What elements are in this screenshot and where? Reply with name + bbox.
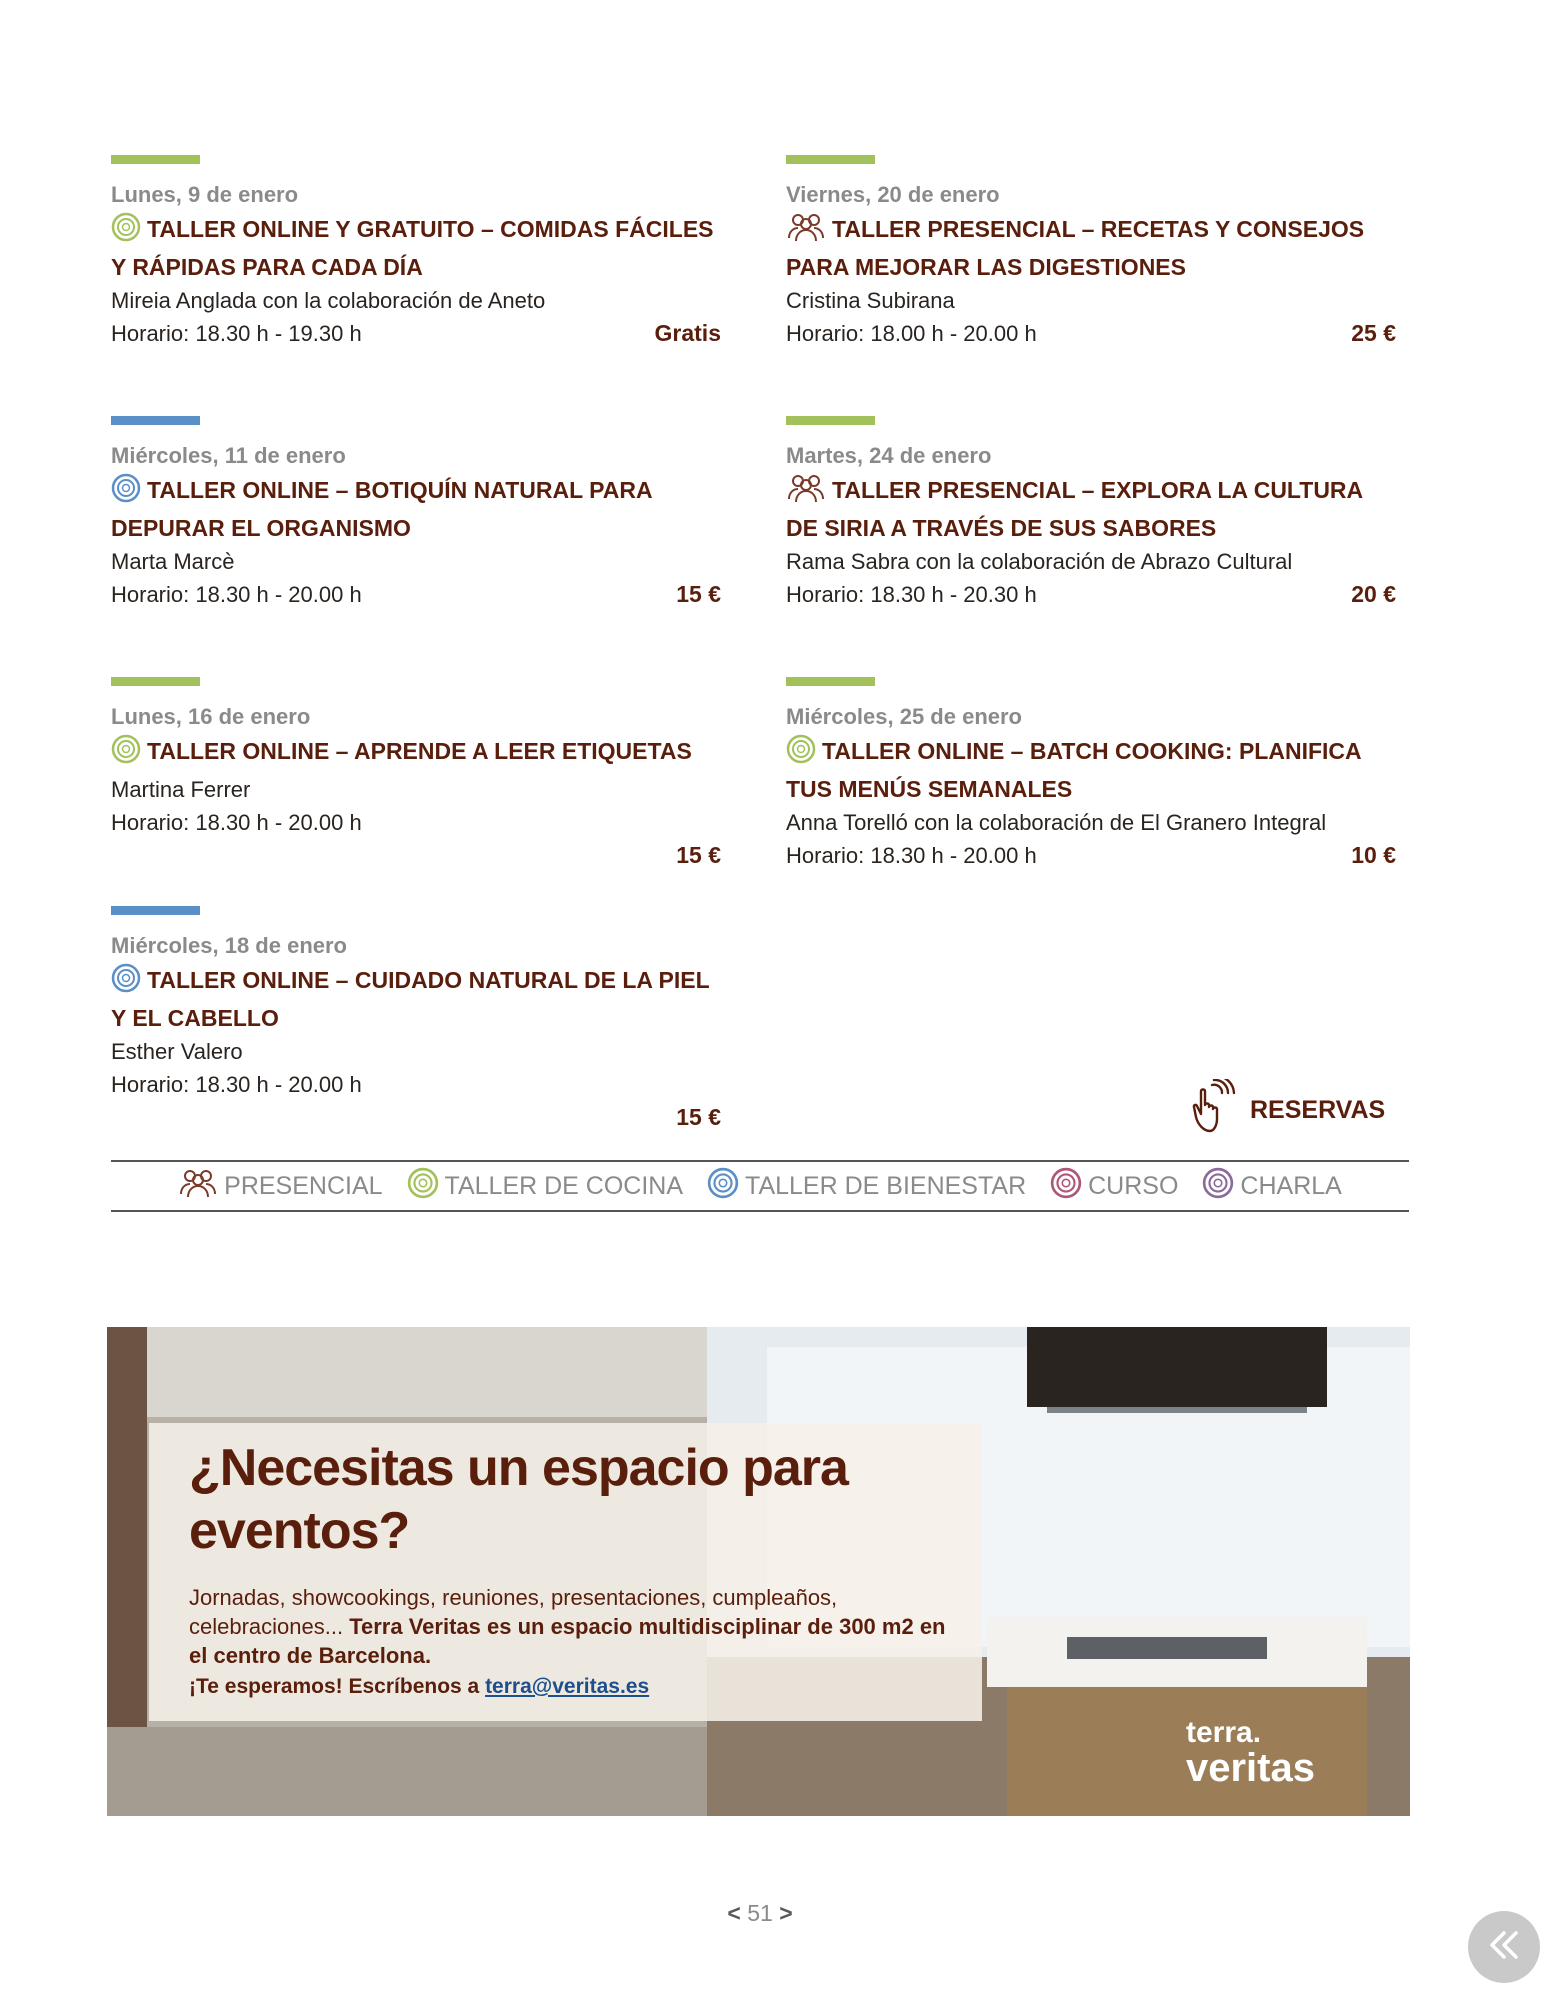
double-chevron-left-icon bbox=[1484, 1925, 1524, 1970]
event-schedule-row bbox=[786, 839, 1396, 872]
legend-label: CHARLA bbox=[1240, 1171, 1342, 1200]
event-date: Lunes, 9 de enero bbox=[111, 182, 299, 207]
banner-body-highlight: Terra Veritas es un espacio multidisciplinar de 300 m2 en el centro de Barcelona. bbox=[189, 1614, 946, 1668]
event-title-row bbox=[111, 473, 721, 545]
event-item bbox=[111, 416, 721, 611]
legend-item-curso bbox=[1050, 1167, 1178, 1206]
event-title-row bbox=[786, 212, 1396, 284]
event-host: Anna Torelló con la colaboración de El Granero Integral bbox=[786, 810, 1327, 835]
event-schedule: Horario: 18.30 h - 20.00 h bbox=[111, 1072, 362, 1097]
event-date: Miércoles, 25 de enero bbox=[786, 704, 1022, 729]
event-title: TALLER ONLINE – CUIDADO NATURAL DE LA PIEL Y EL CABELLO bbox=[111, 967, 710, 1031]
prev-page-link[interactable]: < bbox=[727, 1900, 741, 1926]
legend-label: TALLER DE COCINA bbox=[444, 1171, 684, 1200]
logo-line: terra. bbox=[1186, 1716, 1262, 1749]
banner-body bbox=[189, 1583, 949, 1670]
event-item bbox=[111, 155, 721, 350]
course-icon bbox=[1050, 1167, 1082, 1206]
cooking-icon bbox=[111, 734, 141, 773]
wellness-icon bbox=[111, 473, 141, 512]
event-title: TALLER ONLINE – BATCH COOKING: PLANIFICA TUS MENÚS SEMANALES bbox=[786, 738, 1361, 802]
event-schedule: Horario: 18.30 h - 19.30 h bbox=[111, 321, 362, 346]
next-page-link[interactable]: > bbox=[779, 1900, 793, 1926]
cooking-icon bbox=[111, 212, 141, 251]
page-number-value: 51 bbox=[747, 1900, 773, 1926]
event-schedule-row bbox=[786, 578, 1396, 611]
event-schedule: Horario: 18.30 h - 20.00 h bbox=[786, 843, 1037, 868]
presencial-icon bbox=[786, 473, 826, 512]
event-price: 15 € bbox=[676, 842, 721, 868]
event-schedule: Horario: 18.30 h - 20.30 h bbox=[786, 582, 1037, 607]
event-price: Gratis bbox=[654, 320, 721, 346]
legend-item-charla bbox=[1202, 1167, 1341, 1206]
event-title-row bbox=[786, 734, 1396, 806]
event-item bbox=[111, 677, 721, 872]
banner-body-text: Jornadas, showcookings, reuniones, presentaciones, cumpleaños, celebraciones... bbox=[189, 1585, 838, 1639]
event-schedule-row bbox=[111, 1068, 721, 1101]
event-price: 25 € bbox=[1351, 320, 1396, 346]
event-date: Martes, 24 de enero bbox=[786, 443, 992, 468]
event-title-row bbox=[111, 734, 721, 773]
event-host: Esther Valero bbox=[111, 1039, 243, 1064]
event-schedule-row bbox=[111, 806, 721, 839]
event-item bbox=[786, 677, 1396, 872]
banner-text-panel bbox=[149, 1423, 982, 1721]
event-item bbox=[786, 416, 1396, 611]
talk-icon bbox=[1202, 1167, 1234, 1206]
reservas-label: RESERVAS bbox=[1250, 1095, 1386, 1124]
category-bar bbox=[786, 416, 875, 425]
logo-line: veritas bbox=[1186, 1746, 1315, 1790]
event-title: TALLER PRESENCIAL – EXPLORA LA CULTURA DE SIRIA A TRAVÉS DE SUS SABORES bbox=[786, 477, 1363, 541]
category-bar bbox=[111, 155, 200, 164]
event-host: Cristina Subirana bbox=[786, 288, 955, 313]
event-item bbox=[111, 906, 721, 1134]
terra-veritas-logo bbox=[1186, 1718, 1386, 1788]
wellness-icon bbox=[707, 1167, 739, 1206]
reservas-button[interactable] bbox=[1190, 1080, 1385, 1140]
legend-label: TALLER DE BIENESTAR bbox=[745, 1171, 1027, 1200]
category-bar bbox=[111, 416, 200, 425]
legend-item-presencial bbox=[178, 1168, 382, 1205]
event-title-row bbox=[111, 963, 721, 1035]
event-title: TALLER ONLINE Y GRATUITO – COMIDAS FÁCILES Y RÁPIDAS PARA CADA DÍA bbox=[111, 216, 714, 280]
legend-item-cocina bbox=[407, 1167, 683, 1206]
event-schedule: Horario: 18.30 h - 20.00 h bbox=[111, 582, 362, 607]
category-bar bbox=[786, 677, 875, 686]
cooking-icon bbox=[407, 1167, 439, 1206]
event-date: Lunes, 16 de enero bbox=[111, 704, 311, 729]
event-schedule: Horario: 18.00 h - 20.00 h bbox=[786, 321, 1037, 346]
legend-label: CURSO bbox=[1088, 1171, 1179, 1200]
page-number bbox=[700, 1900, 820, 1927]
event-date: Miércoles, 11 de enero bbox=[111, 443, 346, 468]
event-title-row bbox=[786, 473, 1396, 545]
email-link[interactable]: terra@veritas.es bbox=[485, 1675, 650, 1698]
event-schedule: Horario: 18.30 h - 20.00 h bbox=[111, 810, 362, 835]
back-button[interactable] bbox=[1468, 1911, 1540, 1983]
wellness-icon bbox=[111, 963, 141, 1002]
event-title-row bbox=[111, 212, 721, 284]
presencial-icon bbox=[786, 212, 826, 251]
event-schedule-row bbox=[111, 317, 721, 350]
legend-label: PRESENCIAL bbox=[224, 1171, 383, 1200]
event-item bbox=[786, 155, 1396, 350]
event-price: 15 € bbox=[676, 1104, 721, 1130]
event-date: Miércoles, 18 de enero bbox=[111, 933, 347, 958]
event-schedule-row bbox=[111, 578, 721, 611]
banner-cta-text: ¡Te esperamos! Escríbenos a bbox=[189, 1675, 486, 1698]
event-title: TALLER ONLINE – APRENDE A LEER ETIQUETAS bbox=[147, 738, 692, 764]
event-host: Rama Sabra con la colaboración de Abrazo Cultural bbox=[786, 549, 1293, 574]
event-price: 20 € bbox=[1351, 581, 1396, 607]
category-bar bbox=[786, 155, 875, 164]
event-host: Martina Ferrer bbox=[111, 777, 251, 802]
legend-item-bienestar bbox=[707, 1167, 1026, 1206]
event-host: Mireia Anglada con la colaboración de Aneto bbox=[111, 288, 546, 313]
banner-cta bbox=[189, 1675, 649, 1699]
banner-title: ¿Necesitas un espacio para eventos? bbox=[189, 1439, 848, 1560]
category-bar bbox=[111, 677, 200, 686]
event-date: Viernes, 20 de enero bbox=[786, 182, 1000, 207]
cooking-icon bbox=[786, 734, 816, 773]
event-space-banner bbox=[107, 1327, 1410, 1816]
event-schedule-row bbox=[786, 317, 1396, 350]
hand-tap-icon bbox=[1190, 1079, 1240, 1142]
event-title: TALLER PRESENCIAL – RECETAS Y CONSEJOS PARA MEJORAR LAS DIGESTIONES bbox=[786, 216, 1365, 280]
event-price: 15 € bbox=[676, 581, 721, 607]
presencial-icon bbox=[178, 1168, 218, 1205]
event-title: TALLER ONLINE – BOTIQUÍN NATURAL PARA DEPURAR EL ORGANISMO bbox=[111, 477, 652, 541]
category-bar bbox=[111, 906, 200, 915]
event-price: 10 € bbox=[1351, 842, 1396, 868]
legend bbox=[111, 1160, 1409, 1212]
event-host: Marta Marcè bbox=[111, 549, 235, 574]
